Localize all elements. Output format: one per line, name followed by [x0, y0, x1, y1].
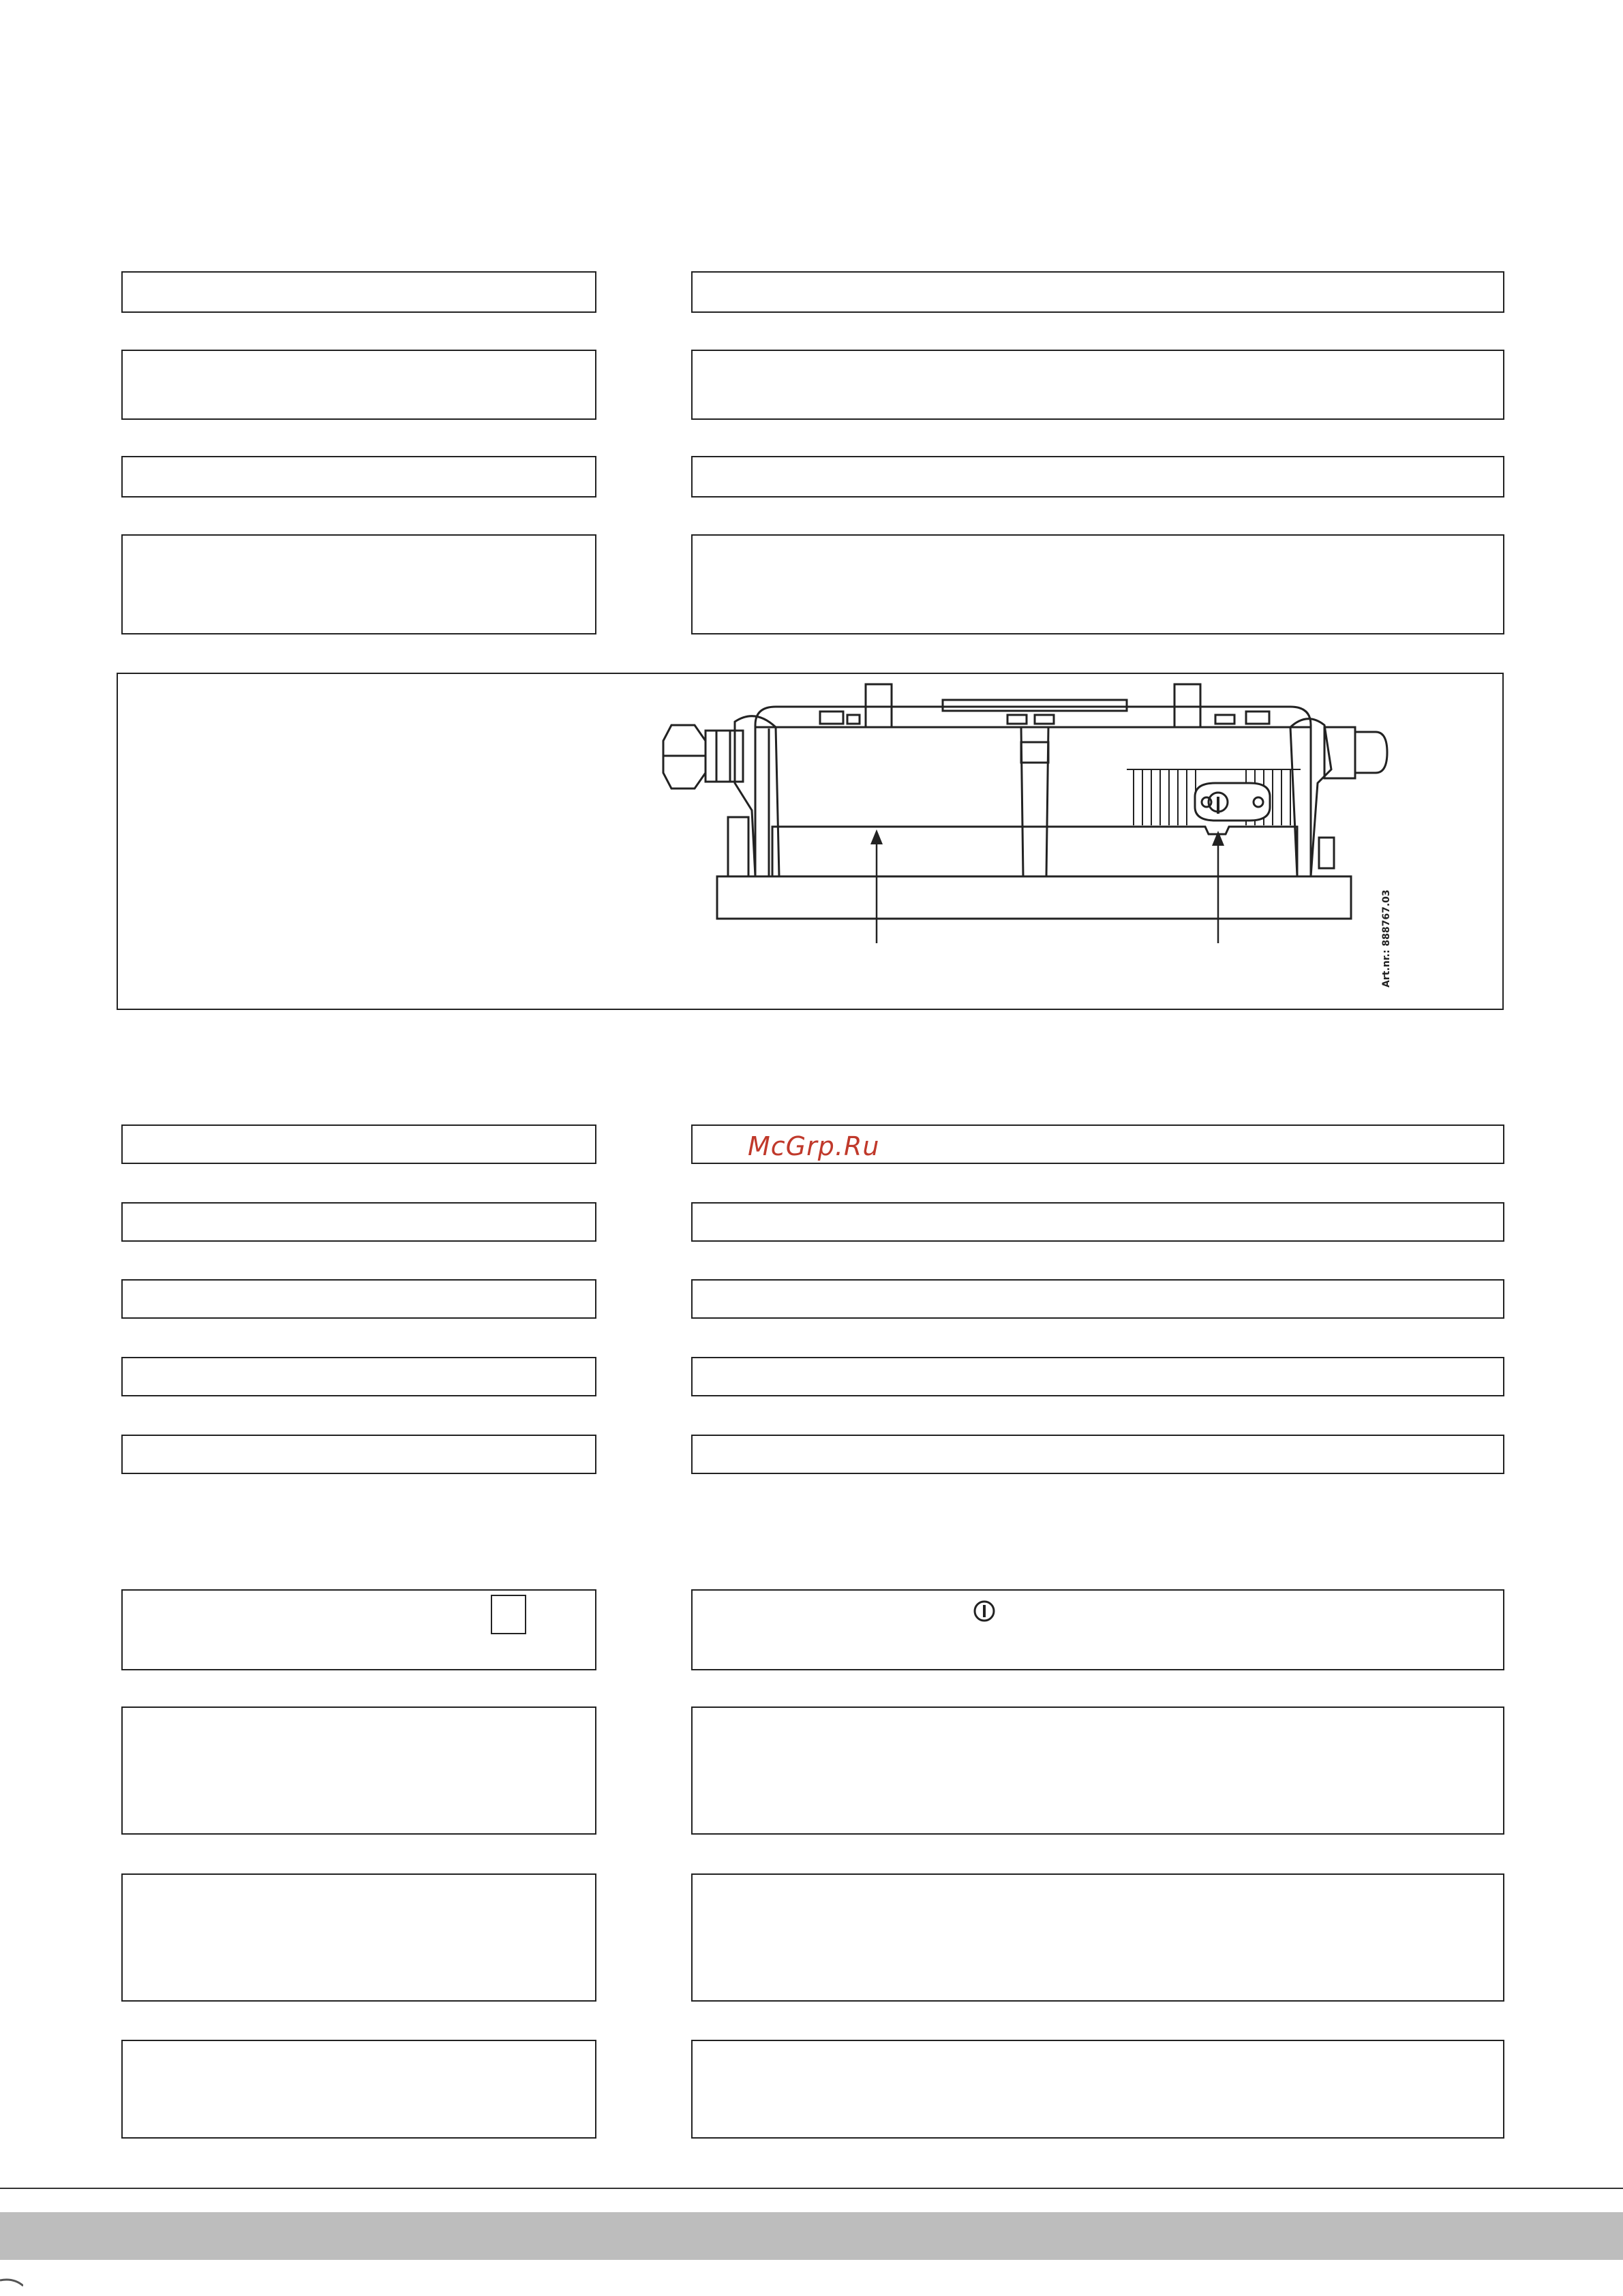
footer-band — [0, 2212, 1623, 2260]
section3-row2-label-box — [121, 1706, 596, 1835]
section2-row5-value-box — [691, 1435, 1504, 1474]
page-corner-mark — [0, 2276, 23, 2296]
square-indicator-icon — [491, 1595, 526, 1634]
section1-row2-value-box — [691, 350, 1504, 420]
device-side-view-drawing — [118, 674, 1505, 1011]
section2-row4-value-box — [691, 1357, 1504, 1396]
section2-row2-label-box — [121, 1202, 596, 1242]
center-bracket — [1021, 727, 1048, 876]
section3-row4-label-box — [121, 2040, 596, 2139]
section3-row3-value-box — [691, 1873, 1504, 2002]
footer-rule — [0, 2188, 1623, 2189]
top-display-strip — [943, 700, 1127, 711]
section2-row3-label-box — [121, 1279, 596, 1319]
section2-row2-value-box — [691, 1202, 1504, 1242]
section1-row1-value-box — [691, 271, 1504, 313]
section3-row4-value-box — [691, 2040, 1504, 2139]
section1-row3-value-box — [691, 456, 1504, 498]
adjustment-knob — [1195, 783, 1270, 821]
section2-row4-label-box — [121, 1357, 596, 1396]
section1-row2-label-box — [121, 350, 596, 420]
section1-row3-label-box — [121, 456, 596, 498]
device-figure-frame — [117, 673, 1504, 1010]
section2-row3-value-box — [691, 1279, 1504, 1319]
base-plate — [717, 876, 1351, 919]
section2-row1-label-box — [121, 1124, 596, 1164]
power-circle-icon — [972, 1599, 997, 1623]
right-cap — [1355, 732, 1387, 773]
watermark-text: McGrp.Ru — [748, 1131, 880, 1161]
section1-row4-value-box — [691, 534, 1504, 634]
art-number-label: Art.nr.: 888767.03 — [1381, 889, 1392, 988]
section1-row4-label-box — [121, 534, 596, 634]
section3-row2-value-box — [691, 1706, 1504, 1835]
section3-row3-label-box — [121, 1873, 596, 2002]
section1-row1-label-box — [121, 271, 596, 313]
section2-row5-label-box — [121, 1435, 596, 1474]
left-pipe-connector — [706, 731, 743, 782]
section3-row1-value-box — [691, 1589, 1504, 1670]
